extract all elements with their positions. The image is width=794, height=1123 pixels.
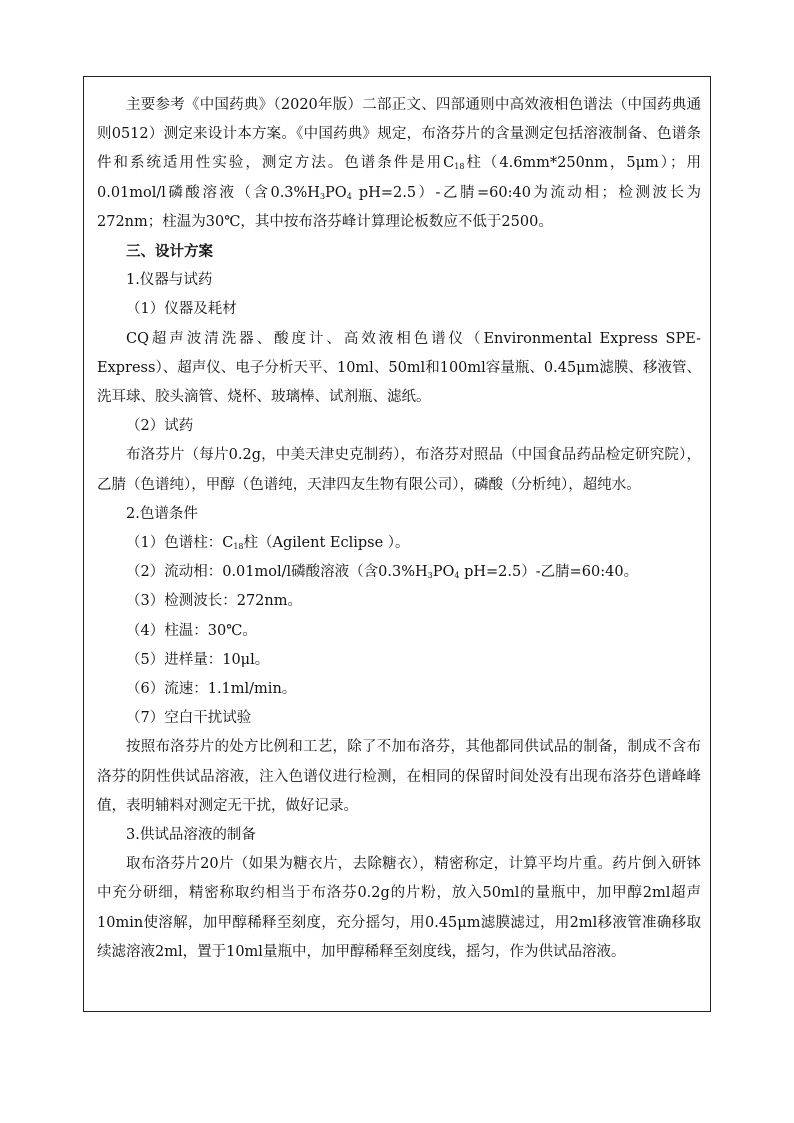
paragraph-s1: [97, 266, 701, 295]
paragraph-s2-6: [97, 675, 701, 704]
text-run: 取布洛芬片20片（如果为糖衣片，去除糖衣），精密称定，计算平均片重。药片倒入研钵中充分研细，精密称取约相当于布洛芬0.2g的片粉，放入50ml的量瓶中，加甲醇2ml超声10min使溶解，加甲醇稀释至刻度，充分摇匀，用0.45μm滤膜滤过，用2ml移液管准确移取续滤溶液2ml，置于10ml量瓶中，加甲醇稀释至刻度线，摇匀，作为供试品溶液。: [97, 856, 701, 960]
text-run: 布洛芬片（每片0.2g，中美天津史克制药），布洛芬对照品（中国食品药品检定研究院），乙腈（色谱纯），甲醇（色谱纯，天津四友生物有限公司），磷酸（分析纯），超纯水。: [97, 447, 701, 493]
paragraph-s2-2: [97, 558, 701, 587]
text-run: CQ超声波清洗器、酸度计、高效液相色谱仪（Environmental Express SPE-Express）、超声仪、电子分析天平、10ml、50ml和100ml容量瓶、0.45μm滤膜、移液管、洗耳球、胶头滴管、烧杯、玻璃棒、试剂瓶、滤纸。: [97, 330, 701, 406]
text-run: 按照布洛芬片的处方比例和工艺，除了不加布洛芬，其他都同供试品的制备，制成不含布洛芬的阴性供试品溶液，注入色谱仪进行检测，在相同的保留时间处没有出现布洛芬色谱峰峰值，表明辅料对测定无干扰，做好记录。: [97, 739, 701, 814]
text-run: 3.供试品溶液的制备: [126, 827, 256, 844]
text-run: （2）试药: [126, 418, 194, 435]
text-run: （6）流速：1.1ml/min。: [126, 681, 297, 698]
paragraph-s1-2: [97, 412, 701, 441]
paragraph-s2-4: [97, 617, 701, 646]
subscript-text: 18: [454, 162, 465, 172]
paragraph-s1-2-text: [97, 441, 701, 499]
text-run: （7）空白干扰试验: [126, 710, 252, 727]
text-run: 2.色谱条件: [126, 505, 198, 522]
text-run: （1）仪器及耗材: [126, 301, 237, 318]
subscript-text: 3: [319, 191, 326, 201]
paragraph-s2-1: [97, 529, 701, 558]
text-run: （1）色谱柱：C: [126, 535, 234, 552]
text-run: （3）检测波长：272nm。: [126, 593, 302, 610]
text-run: PO: [432, 564, 455, 581]
subscript-text: 3: [427, 571, 433, 581]
paragraph-s2-7: [97, 704, 701, 733]
text-run: pH=2.5）-乙腈=60:40。: [459, 564, 639, 581]
paragraph-s1-1: [97, 295, 701, 324]
text-run: 1.仪器与试药: [126, 272, 213, 289]
text-run: 主要参考《中国药典》（2020年版）二部正文、四部通则中高效液相色谱法（中国药典通则0512）测定来设计本方案。《中国药典》规定，布洛芬片的含量测定包括溶液制备、色谱条件和系统适用性实验，测定方法。色谱条件是用C: [97, 97, 701, 172]
text-run: （4）柱温：30℃。: [126, 622, 257, 639]
paragraph-s2-5: [97, 646, 701, 675]
subscript-text: 18: [233, 542, 244, 552]
text-run: pH=2.5）-乙腈=60:40为流动相；检测波长为272nm；柱温为30℃，其中按布洛芬峰计算理论板数应不低于2500。: [97, 184, 701, 230]
document-frame: [83, 76, 711, 1012]
paragraph-s1-1-text: [97, 325, 701, 413]
document-body: [97, 91, 701, 967]
text-run: （5）进样量：10μl。: [126, 651, 270, 668]
subscript-text: 4: [454, 571, 460, 581]
text-run: （2）流动相：0.01mol/l磷酸溶液（含0.3%H: [126, 564, 428, 581]
paragraph-s3-text: [97, 850, 701, 967]
paragraph-s2: [97, 500, 701, 529]
text-run: 三、设计方案: [126, 243, 213, 261]
text-run: PO: [325, 184, 347, 201]
paragraph-s2-7-text: [97, 733, 701, 821]
paragraph-intro: [97, 91, 701, 237]
paragraph-s2-3: [97, 587, 701, 616]
subscript-text: 4: [346, 191, 352, 201]
paragraph-section-3: [97, 237, 701, 266]
text-run: 柱（4.6mm*250nm，5μm）；用0.01mol/l磷酸溶液（含0.3%H: [97, 155, 702, 201]
text-run: 柱（Agilent Eclipse ）。: [243, 535, 410, 552]
paragraph-s3: [97, 821, 701, 850]
